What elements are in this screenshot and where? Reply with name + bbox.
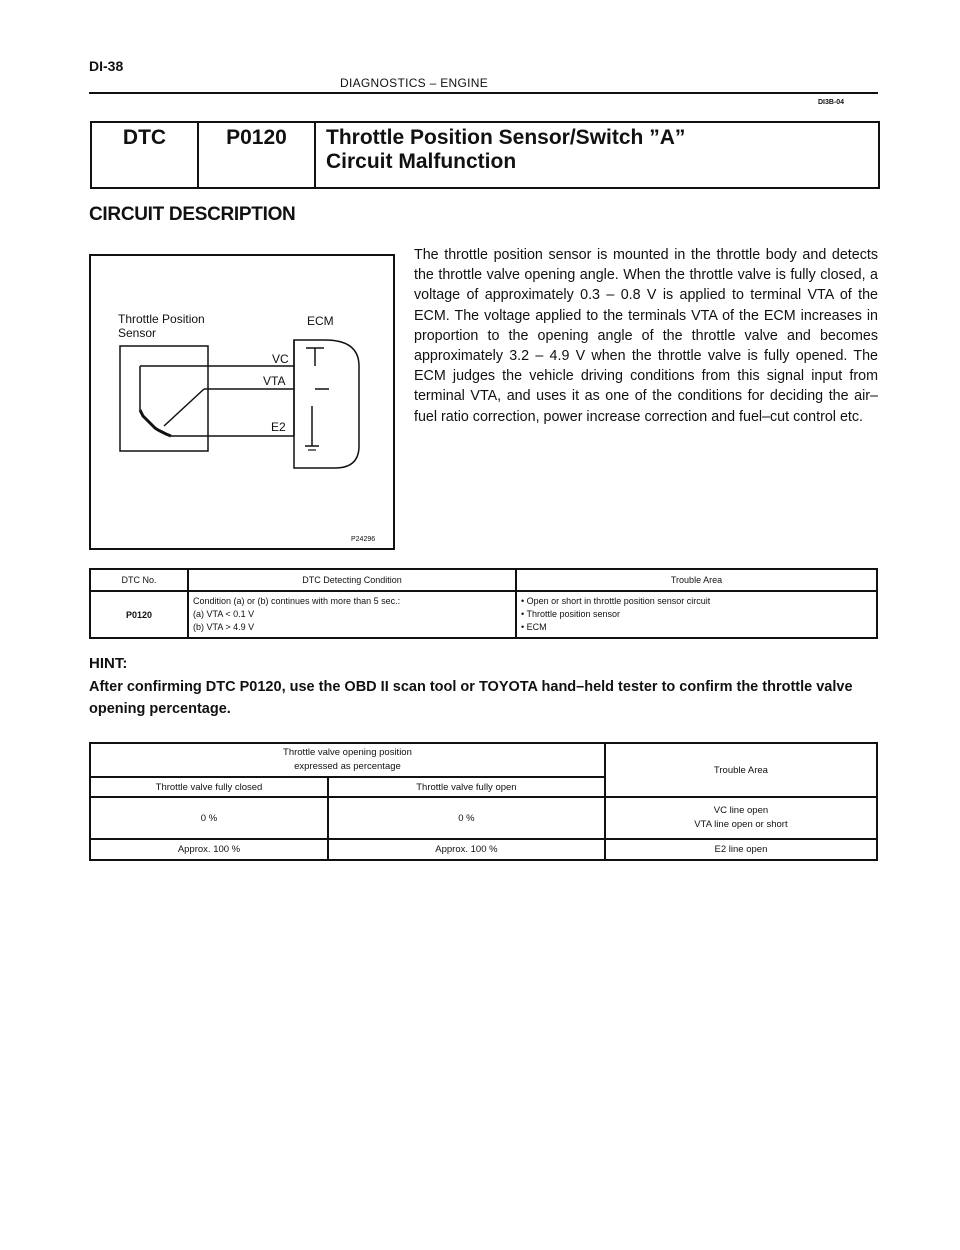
header-dtc-no: DTC No. xyxy=(90,569,188,591)
hint-text: After confirming DTC P0120, use the OBD II scan tool or TOYOTA hand–held tester to confirm the throttle valve opening percentage. xyxy=(89,679,853,717)
col-fully-open: Throttle valve fully open xyxy=(328,777,605,797)
dtc-table-header xyxy=(90,569,877,591)
trouble-area-value xyxy=(605,797,877,839)
table-row xyxy=(90,797,877,839)
opening-table xyxy=(89,742,878,861)
condition-line: (a) VTA < 0.1 V xyxy=(193,609,255,619)
trouble-area-line: VC line open xyxy=(713,805,769,816)
dtc-title-line1: Throttle Position Sensor/Switch ”A” xyxy=(326,126,686,149)
trouble-area-value: E2 line open xyxy=(605,839,877,860)
trouble-area-item: • Throttle position sensor xyxy=(521,609,621,619)
page-number: DI-38 xyxy=(89,58,124,74)
ecm-box xyxy=(294,340,359,468)
group-header-line2: expressed as percentage xyxy=(294,761,401,772)
circuit-schematic xyxy=(91,256,397,552)
condition-line: (b) VTA > 4.9 V xyxy=(193,622,255,632)
dtc-number: P0120 xyxy=(90,591,188,638)
circuit-diagram xyxy=(89,254,395,550)
trouble-area-line: VTA line open or short xyxy=(694,819,788,830)
trouble-area-item: • ECM xyxy=(521,622,547,632)
running-title: DIAGNOSTICS – ENGINE xyxy=(340,76,489,90)
ecm-label: ECM xyxy=(307,314,334,328)
col-fully-closed: Throttle valve fully closed xyxy=(90,777,328,797)
header-trouble-area: Trouble Area xyxy=(516,569,877,591)
terminal-vta: VTA xyxy=(263,374,286,388)
open-value: Approx. 100 % xyxy=(328,839,605,860)
trouble-area-header: Trouble Area xyxy=(605,743,877,797)
open-value: 0 % xyxy=(328,797,605,839)
section-title: CIRCUIT DESCRIPTION xyxy=(89,204,296,225)
dtc-code: P0120 xyxy=(199,123,316,187)
condition-cell xyxy=(188,591,516,638)
header-rule xyxy=(89,92,878,94)
sensor-label-line2: Sensor xyxy=(118,326,157,340)
circuit-description: The throttle position sensor is mounted in the throttle body and detects the throttle valve opening angle. When the throttle valve is fully closed, a voltage of approximately 0.3 – 0.8 V is applied to terminal VTA of the ECM. The voltage applied to the terminals VTA of the ECM increases in proportion to the opening angle of the throttle valve and becomes approximately 3.2 – 4.9 V when the throttle valve is fully opened. The ECM judges the vehicle driving conditions from this signal input from terminal VTA, and uses it as one of the conditions for deciding the air–fuel ratio correction, power increase correction and fuel–cut control etc. xyxy=(414,247,878,425)
terminal-vc: VC xyxy=(272,352,289,366)
figure-id: P24296 xyxy=(351,536,376,543)
condition-line: Condition (a) or (b) continues with more than 5 sec.: xyxy=(193,596,401,606)
header-condition: DTC Detecting Condition xyxy=(188,569,516,591)
hint-label: HINT: xyxy=(89,655,128,672)
dtc-title xyxy=(316,123,878,187)
closed-value: Approx. 100 % xyxy=(90,839,328,860)
group-header xyxy=(90,743,605,777)
terminal-e2: E2 xyxy=(271,420,286,434)
sensor-label-line1: Throttle Position xyxy=(118,312,205,326)
dtc-title-line2: Circuit Malfunction xyxy=(326,150,517,173)
wiper-arm xyxy=(164,389,204,426)
trouble-area-item: • Open or short in throttle position sensor circuit xyxy=(521,596,711,606)
group-header-line1: Throttle valve opening position xyxy=(283,747,412,758)
opening-table-header xyxy=(90,743,877,777)
table-row xyxy=(90,839,877,860)
document-code: DI3B-04 xyxy=(818,99,845,106)
closed-value: 0 % xyxy=(90,797,328,839)
dtc-title-box xyxy=(90,121,880,189)
trouble-area-cell xyxy=(516,591,877,638)
dtc-table xyxy=(89,568,878,639)
dtc-label: DTC xyxy=(92,123,199,187)
table-row xyxy=(90,591,877,638)
